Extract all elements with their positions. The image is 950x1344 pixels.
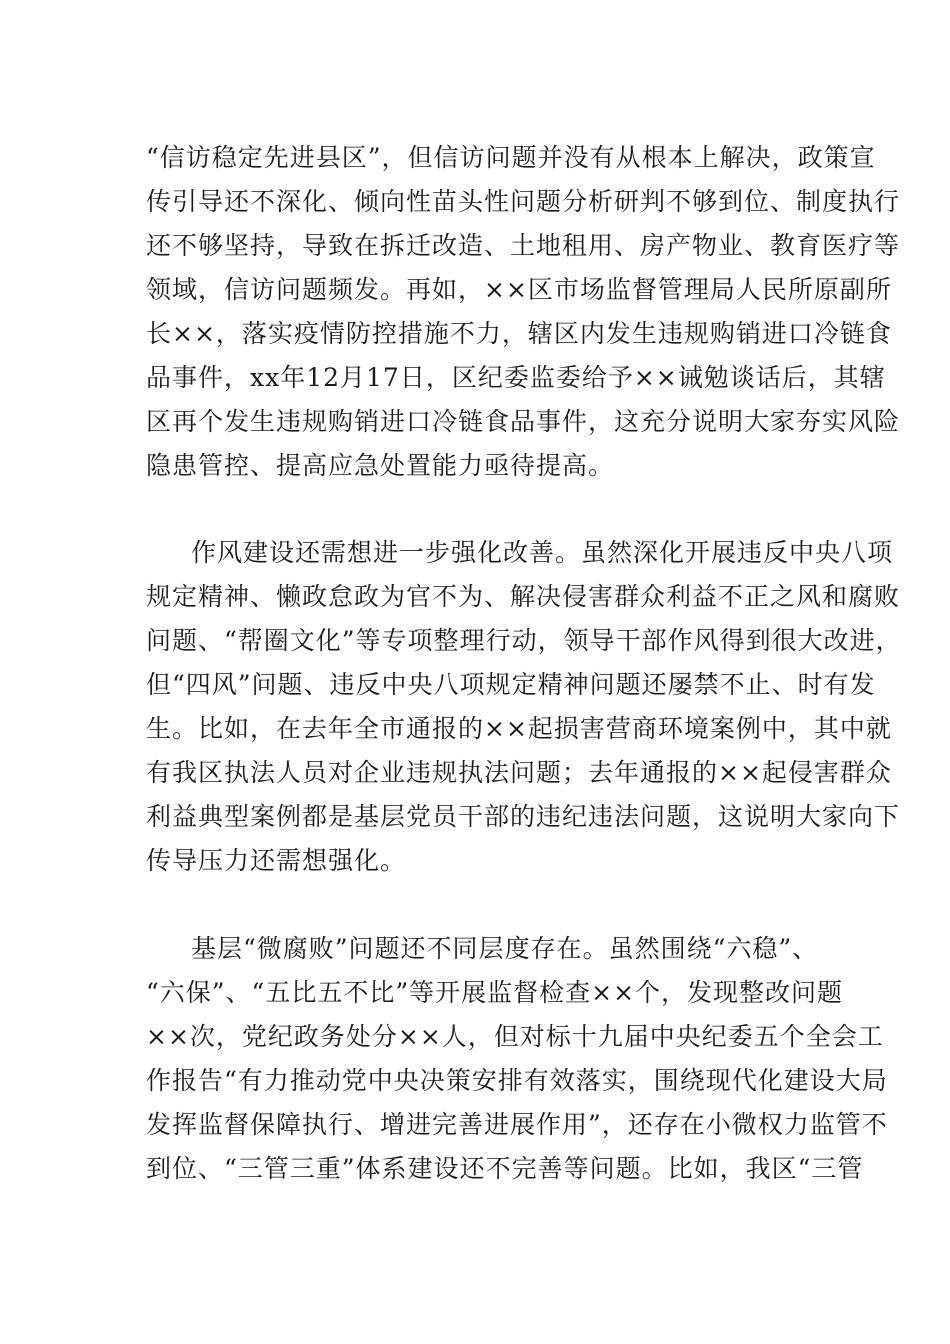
paragraph-1-line-7: 区再个发生违规购销进口冷链食品事件，这充分说明大家夯实风险 [146, 407, 901, 436]
paragraph-2-line-6: 有我区执法人员对企业违规执法问题；去年通报的××起侵害群众 [146, 758, 892, 787]
paragraph-2-line-3: 问题、“帮圈文化”等专项整理行动，领导干部作风得到很大改进， [146, 626, 902, 655]
paragraph-2-line-8: 传导压力还需想强化。 [146, 846, 407, 875]
paragraph-2-line-7: 利益典型案例都是基层党员干部的违纪违法问题，这说明大家向下 [146, 802, 901, 831]
paragraph-1-line-5: 长××，落实疫情防控措施不力，辖区内发生违规购销进口冷链食 [146, 319, 892, 348]
paragraph-2-line-4: 但“四风”问题、违反中央八项规定精神问题还屡禁不止、时有发 [146, 670, 876, 699]
paragraph-1-line-8: 隐患管控、提高应急处置能力亟待提高。 [146, 451, 615, 480]
paragraph-3-line-1: 基层“微腐败”问题还不同层度存在。虽然围绕“六稳”、 [191, 934, 819, 963]
paragraph-1-line-3: 还不够坚持，导致在拆迁改造、土地租用、房产物业、教育医疗等 [146, 231, 901, 260]
paragraph-3-line-2: “六保”、“五比五不比”等开展监督检查××个，发现整改问题 [146, 978, 844, 1007]
paragraph-1-line-1: “信访稳定先进县区”，但信访问题并没有从根本上解决，政策宣 [146, 143, 876, 172]
paragraph-1-line-4: 领域，信访问题频发。再如，××区市场监督管理局人民所原副所 [146, 275, 892, 304]
paragraph-3-line-6: 到位、“三管三重”体系建设还不完善等问题。比如，我区“三管 [146, 1154, 864, 1183]
paragraph-2-line-5: 生。比如，在去年全市通报的××起损害营商环境案例中，其中就 [146, 714, 892, 743]
paragraph-2-line-1: 作风建设还需想进一步强化改善。虽然深化开展违反中央八项 [191, 538, 894, 567]
paragraph-2-line-2: 规定精神、懒政怠政为官不为、解决侵害群众利益不正之风和腐败 [146, 582, 901, 611]
paragraph-1-line-2: 传引导还不深化、倾向性苗头性问题分析研判不够到位、制度执行 [146, 187, 901, 216]
paragraph-3-line-5: 发挥监督保障执行、增进完善进展作用”，还存在小微权力监管不 [146, 1110, 888, 1139]
paragraph-3-line-3: ××次，党纪政务处分××人，但对标十九届中央纪委五个全会工 [146, 1022, 884, 1051]
paragraph-1-line-6: 品事件，xx年12月17日，区纪委监委给予××诫勉谈话后，其辖 [146, 363, 886, 392]
paragraph-3-line-4: 作报告“有力推动党中央决策安排有效落实，围绕现代化建设大局 [146, 1066, 888, 1095]
